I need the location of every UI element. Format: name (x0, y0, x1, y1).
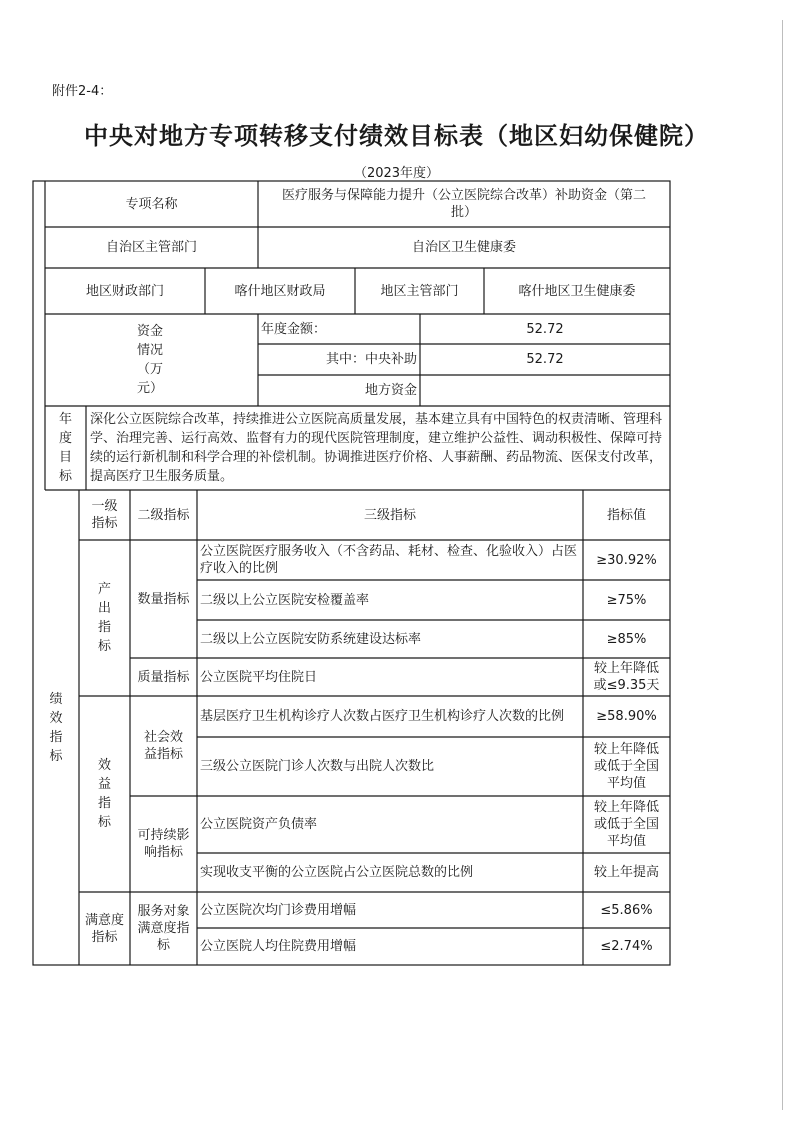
level1-header: 一级指标 (91, 499, 118, 531)
indicator-value: 较上年降低或低于全国平均值 (593, 800, 659, 849)
output-indicator-cell (79, 540, 130, 696)
service-satisfaction-label: 服务对象满意度指标 (137, 904, 190, 953)
attachment-label: 附件2-4： (52, 84, 113, 99)
value-header: 指标值 (606, 507, 646, 523)
fiscal-year: （2023年度） (353, 166, 440, 181)
scan-edge-line (782, 20, 783, 1110)
central-subsidy-label: 其中：中央补助 (325, 352, 417, 367)
indicator-value: 较上年降低或≤9.35天 (593, 661, 660, 693)
funds-label: 资金情况（万元） (136, 324, 163, 396)
performance-label: 绩效指标 (49, 691, 63, 764)
indicator-value: 较上年降低或低于全国平均值 (593, 742, 659, 791)
regional-dept-label: 地区主管部门 (380, 283, 459, 299)
level2-header: 二级指标 (137, 507, 190, 523)
annual-amount-value: 52.72 (526, 321, 564, 337)
performance-label-cell (33, 490, 79, 965)
quantity-indicator-label: 数量指标 (137, 591, 190, 607)
benefit-indicator-cell (79, 696, 130, 892)
sustainable-impact-label: 可持续影响指标 (137, 828, 190, 860)
project-name-label: 专项名称 (125, 196, 178, 212)
region-dept-value: 自治区卫生健康委 (411, 240, 516, 255)
indicator-name: 二级以上公立医院安防系统建设达标率 (200, 631, 422, 647)
social-benefit-label: 社会效益指标 (143, 730, 183, 762)
indicator-name: 公立医院平均住院日 (200, 669, 318, 685)
annual-goal-text: 深化公立医院综合改革，持续推进公立医院高质量发展，基本建立具有中国特色的权责清晰、管理科学、治理完善、运行高效、监督有力的现代医院管理制度，建立维护公益性、调动积极性、保障可持续的运行新机制和科学合理的补偿机制。协调推进医疗价格、人事薪酬、药品物流、医保支付改革，提高医疗卫生服务质量。 (90, 412, 663, 484)
local-funds-value (420, 375, 670, 406)
indicator-name: 公立医院次均门诊费用增幅 (200, 902, 357, 918)
regional-dept-value: 喀什地区卫生健康委 (518, 283, 636, 299)
central-subsidy-value: 52.72 (526, 352, 564, 367)
indicator-value: ≥30.92% (596, 552, 657, 568)
indicator-value: ≥75% (606, 592, 647, 608)
annual-goal-label: 年度目标 (58, 412, 72, 484)
indicator-name: 二级以上公立医院安检覆盖率 (200, 592, 370, 608)
region-dept-label: 自治区主管部门 (105, 240, 197, 255)
indicator-name: 实现收支平衡的公立医院占公立医院总数的比例 (200, 865, 474, 880)
indicator-name: 公立医院资产负债率 (200, 817, 318, 832)
annual-goal-label-cell (45, 406, 86, 490)
annual-amount-label: 年度金额： (261, 321, 327, 337)
local-funds-label: 地方资金 (364, 383, 417, 398)
indicator-name: 三级公立医院门诊人次数与出院人次数比 (200, 759, 435, 774)
level3-header: 三级指标 (363, 507, 416, 523)
quality-indicator-label: 质量指标 (137, 669, 190, 685)
output-indicator-label: 产出指标 (97, 582, 111, 654)
indicator-value: ≤2.74% (600, 939, 653, 954)
regional-finance-label: 地区财政部门 (85, 283, 164, 299)
indicator-value: ≤5.86% (600, 902, 653, 918)
indicator-value: ≥85% (606, 631, 647, 647)
page-title: 中央对地方专项转移支付绩效目标表（地区妇幼保健院） (84, 122, 709, 150)
indicator-value: ≥58.90% (596, 709, 657, 724)
indicator-name: 公立医院人均住院费用增幅 (200, 939, 357, 954)
regional-finance-value: 喀什地区财政局 (234, 283, 326, 299)
satisfaction-indicator-label: 满意度指标 (85, 912, 125, 945)
indicator-name: 基层医疗卫生机构诊疗人次数占医疗卫生机构诊疗人次数的比例 (200, 709, 565, 724)
benefit-indicator-label: 效益指标 (97, 758, 111, 830)
indicator-name: 公立医院医疗服务收入（不含药品、耗材、检查、化验收入）占医疗收入的比例 (200, 544, 578, 576)
project-name-value: 医疗服务与保障能力提升（公立医院综合改革）补助资金（第二批） (281, 188, 646, 220)
indicator-value: 较上年提高 (593, 865, 659, 880)
